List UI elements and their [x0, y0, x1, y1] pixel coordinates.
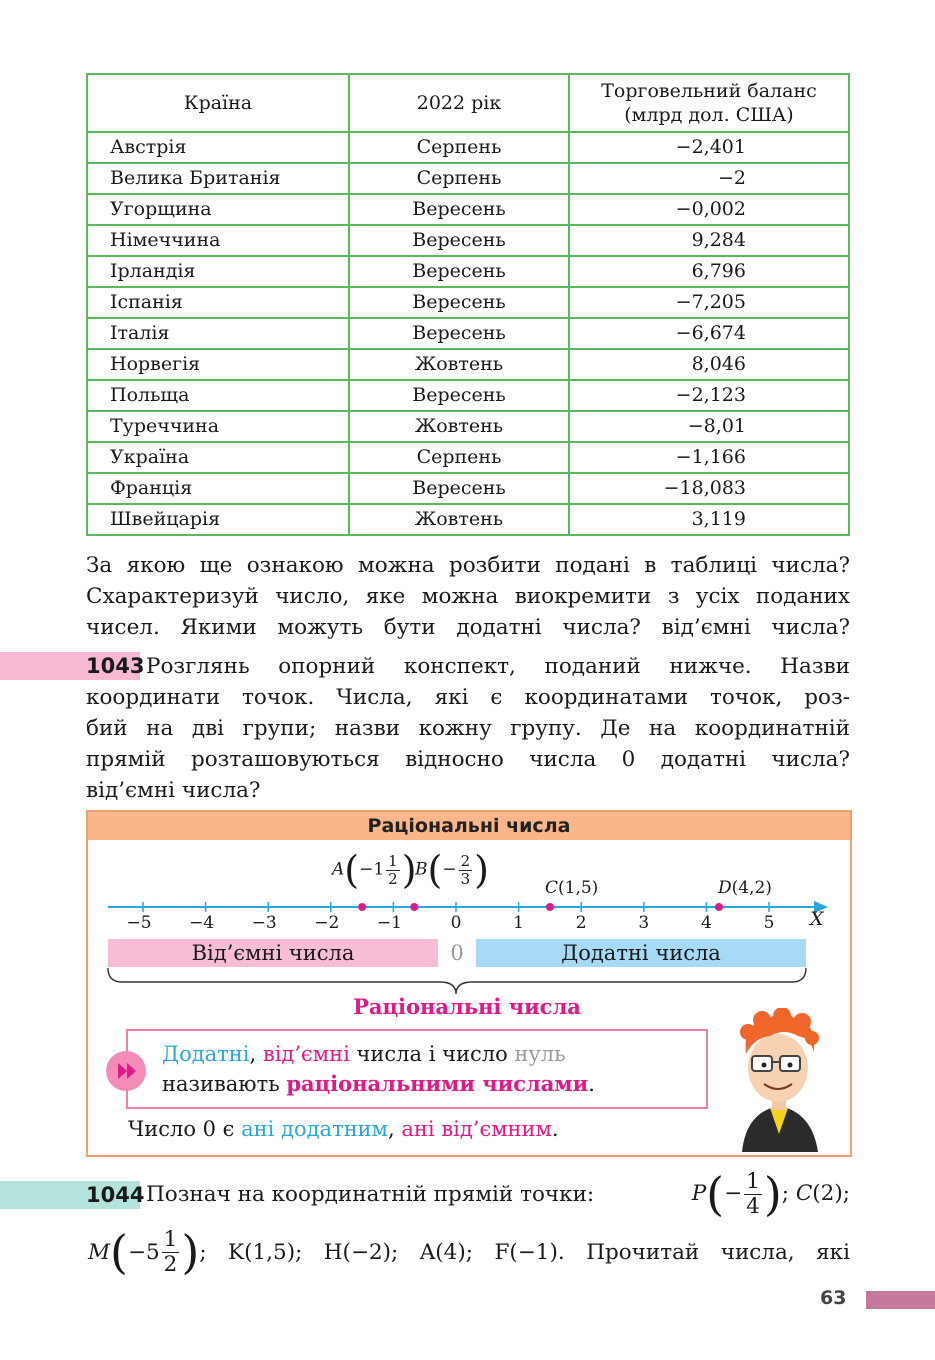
- exercise-1044-line-1: [146, 1164, 850, 1224]
- header-balance-line1: Торговельний баланс: [601, 80, 817, 102]
- cell-month: Серпень: [349, 442, 569, 473]
- exercise-1044-intro: Познач на координатній прямій точки:: [146, 1181, 595, 1207]
- question-line-2: Схарактеризуй число, яке можна виокремити з усіх поданих: [86, 584, 850, 609]
- point-c2-value: (2);: [812, 1181, 850, 1206]
- zero-statement-start: Число 0 є: [128, 1117, 235, 1141]
- period-2: .: [551, 1117, 559, 1141]
- point-d-label: [718, 878, 772, 898]
- cell-balance: −1,166: [569, 442, 849, 473]
- definition-line-2: [162, 1069, 595, 1099]
- exercise-1044-number: 1044: [86, 1183, 145, 1207]
- cell-month: Жовтень: [349, 349, 569, 380]
- header-country: Країна: [87, 74, 349, 132]
- word-positive: Додатні: [162, 1042, 250, 1066]
- question-line-1: За якою ще ознакою можна розбити подані в таблиці числа?: [86, 553, 850, 578]
- cell-balance: −2,401: [569, 132, 849, 163]
- cell-balance: −2: [569, 163, 849, 194]
- cell-country: Велика Британія: [87, 163, 349, 194]
- word-rational-numbers: раціональними числами: [286, 1071, 589, 1096]
- cell-country: Іспанія: [87, 287, 349, 318]
- point-a-den: 2: [388, 869, 398, 888]
- rational-brace: [108, 968, 806, 994]
- word-called: називають: [162, 1072, 280, 1096]
- point-p-den: 4: [746, 1193, 760, 1219]
- tick-label: 3: [638, 913, 650, 933]
- cell-country: Австрія: [87, 132, 349, 163]
- point-c-coord: (1,5): [558, 878, 599, 898]
- word-zero: нуль: [514, 1042, 566, 1066]
- comma-2: ,: [388, 1117, 395, 1141]
- cell-country: Угорщина: [87, 194, 349, 225]
- cell-month: Вересень: [349, 287, 569, 318]
- point-a-label: A(−1 $\frac{1}{2}$ ): [332, 848, 417, 892]
- tick-label: 5: [763, 913, 775, 933]
- cell-month: Вересень: [349, 225, 569, 256]
- tick-label: 0: [450, 913, 462, 933]
- point-m-whole: −5: [127, 1239, 160, 1265]
- tick-label: 4: [700, 913, 712, 933]
- cell-balance: −0,002: [569, 194, 849, 225]
- point-d-dot: [715, 903, 723, 911]
- cell-balance: −7,205: [569, 287, 849, 318]
- tick-label: −5: [126, 913, 152, 933]
- point-b-sign: −: [442, 859, 457, 880]
- cell-month: Жовтень: [349, 504, 569, 535]
- axis-label-x: X: [810, 908, 824, 930]
- cell-country: Франція: [87, 473, 349, 504]
- cell-country: Туреччина: [87, 411, 349, 442]
- cell-month: Жовтень: [349, 411, 569, 442]
- point-c2-name: C: [795, 1181, 813, 1206]
- definition-line-1: [162, 1039, 566, 1069]
- point-c-dot: [546, 903, 554, 911]
- point-b-dot: [410, 903, 418, 911]
- cell-month: Вересень: [349, 473, 569, 504]
- cell-balance: 8,046: [569, 349, 849, 380]
- cell-country: Україна: [87, 442, 349, 473]
- cell-balance: −2,123: [569, 380, 849, 411]
- page-number-strip: [866, 1291, 935, 1309]
- word-numbers-and: числа і число: [356, 1042, 508, 1066]
- point-c-label: [545, 878, 598, 898]
- cell-month: Вересень: [349, 380, 569, 411]
- point-m-num: 1: [163, 1227, 178, 1252]
- point-a-dot: [358, 903, 366, 911]
- header-balance-line2: (млрд дол. США): [624, 104, 794, 126]
- cell-balance: 3,119: [569, 504, 849, 535]
- exercise-1043-line-4: прямій розташовуються відносно числа 0 додатні числа?: [86, 747, 850, 772]
- point-p-num: 1: [746, 1169, 760, 1194]
- word-negative: від’ємні: [262, 1042, 350, 1066]
- period: .: [588, 1072, 595, 1096]
- cell-balance: −8,01: [569, 411, 849, 442]
- cell-country: Швейцарія: [87, 504, 349, 535]
- cell-balance: −6,674: [569, 318, 849, 349]
- point-b-label: B(− $\frac{2}{3}$ ): [415, 848, 489, 892]
- cell-month: Вересень: [349, 318, 569, 349]
- page-number: 63: [820, 1287, 847, 1309]
- exercise-1043-number: 1043: [86, 654, 145, 678]
- tick-label: −3: [251, 913, 277, 933]
- zero-statement: [128, 1114, 559, 1144]
- zero-not-negative: ані від’ємним: [401, 1117, 552, 1141]
- tick-label: −1: [376, 913, 402, 933]
- point-a-name: A: [332, 859, 345, 880]
- exercise-1044-line-2: M ( −5 $\frac{1}{2}$ ) ; K(1,5); H(−2); A(4); F(−1). Прочитай числа, які: [88, 1225, 850, 1279]
- cell-month: Вересень: [349, 194, 569, 225]
- cell-country: Італія: [87, 318, 349, 349]
- cell-month: Серпень: [349, 132, 569, 163]
- cell-country: Ірландія: [87, 256, 349, 287]
- brace-label: Раціональні числа: [353, 994, 581, 1019]
- boy-character-illustration: [724, 1008, 834, 1152]
- zero-not-positive: ані додатним: [241, 1117, 389, 1141]
- point-a-num: 1: [388, 851, 398, 870]
- point-p-sign: −: [724, 1181, 743, 1206]
- concept-header: Раціональні числа: [88, 812, 850, 840]
- tick-label: 1: [513, 913, 525, 933]
- zero-band: 0: [450, 941, 464, 965]
- fast-forward-icon-glyph: [106, 1051, 146, 1091]
- point-b-name: B: [415, 859, 428, 880]
- negative-numbers-band: Від’ємні числа: [108, 939, 438, 967]
- point-p-name: P: [691, 1181, 707, 1206]
- header-year: 2022 рік: [349, 74, 569, 132]
- point-d-name: D: [718, 878, 732, 898]
- question-line-3: чисел. Якими можуть бути додатні числа? від’ємні числа?: [86, 615, 850, 640]
- positive-numbers-band: Додатні числа: [476, 939, 806, 967]
- point-m-den: 2: [163, 1251, 178, 1277]
- cell-month: Вересень: [349, 256, 569, 287]
- exercise-1043-line-2: координати точок. Числа, які є координатами точок, роз-: [86, 685, 850, 710]
- cell-balance: 6,796: [569, 256, 849, 287]
- cell-balance: 9,284: [569, 225, 849, 256]
- cell-month: Серпень: [349, 163, 569, 194]
- exercise-1043-line-1: Розглянь опорний конспект, поданий нижче. Назви: [146, 654, 850, 679]
- cell-country: Німеччина: [87, 225, 349, 256]
- tick-label: −4: [189, 913, 215, 933]
- point-d-coord: (4,2): [731, 878, 772, 898]
- cell-country: Норвегія: [87, 349, 349, 380]
- exercise-1043-line-3: бий на дві групи; назви кожну групу. Де на координатній: [86, 716, 850, 741]
- exercise-1044-rest: ; K(1,5); H(−2); A(4); F(−1). Прочитай числа, які: [199, 1239, 850, 1265]
- fast-forward-icon: [106, 1051, 146, 1091]
- tick-label: −2: [314, 913, 340, 933]
- point-b-num: 2: [460, 851, 471, 870]
- point-m-name: M: [88, 1239, 111, 1265]
- point-a-whole: −1: [359, 859, 385, 880]
- comma: ,: [249, 1042, 257, 1066]
- exercise-1043-line-5: від’ємні числа?: [86, 778, 261, 803]
- point-c-name: C: [545, 878, 559, 898]
- tick-label: 2: [575, 913, 587, 933]
- point-b-den: 3: [460, 869, 471, 888]
- cell-country: Польща: [87, 380, 349, 411]
- point-p-expr: P(− $\frac{1}{4}$ ); C(2);: [691, 1167, 850, 1221]
- cell-balance: −18,083: [569, 473, 849, 504]
